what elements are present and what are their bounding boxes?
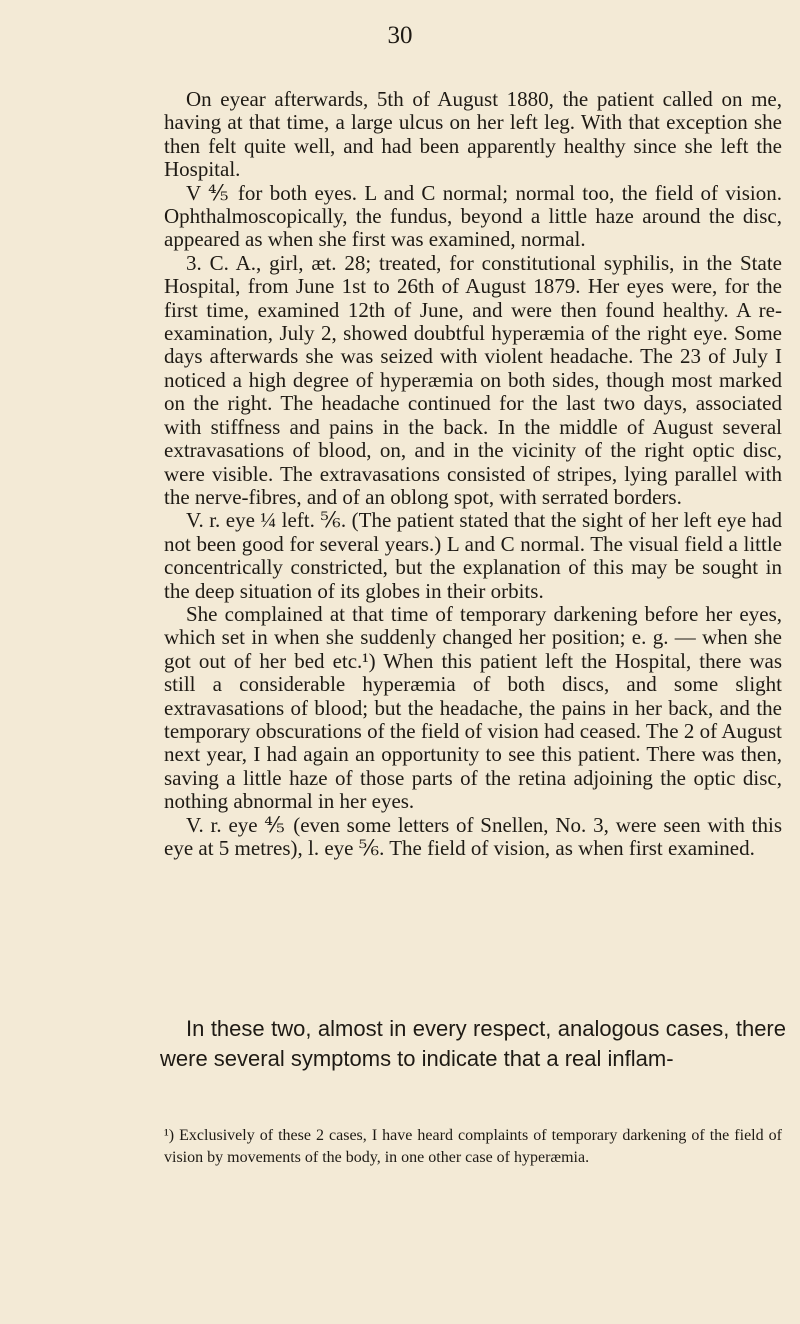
paragraph-case-3-final-vision: V. r. eye ⅘ (even some letters of Snellen, No. 3, were seen with this eye at 5 metres), l. eye ⅚. The field of vision, as when first examined. bbox=[164, 812, 782, 860]
page-number: 30 bbox=[387, 22, 413, 49]
paragraph-vision-result: V ⅘ for both eyes. L and C normal; normal too, the field of vision. Ophthalmoscopically, the fundus, beyond a little haze around the disc, appeared as when she first was examined, normal. bbox=[164, 180, 782, 252]
footnote bbox=[164, 1125, 782, 1169]
paragraph-case-3: 3. C. A., girl, æt. 28; treated, for constitutional syphilis, in the State Hospital, from June 1st to 26th of August 1879. Her eyes were, for the first time, examined 12th of June, and were then found healthy. A re-examination, July 2, showed doubtful hyperæmia of the right eye. Some days afterwards she was seized with violent headache. The 23 of July I noticed a high degree of hyperæmia on both sides, though most marked on the right. The headache continued for the last two days, associated with stiffness and pains in the back. In the middle of August several extravasations of blood, on, and in the vicinity of the right optic disc, were visible. The extravasations consisted of stripes, lying parallel with the nerve-fibres, and of an oblong spot, with serrated borders. bbox=[164, 250, 782, 509]
footnote-text: ¹) Exclusively of these 2 cases, I have heard complaints of temporary darkening of the field of vision by movements of the body, in one other case of hyperæmia. bbox=[164, 1127, 782, 1166]
body-text bbox=[164, 88, 782, 860]
closing-text bbox=[160, 1014, 786, 1074]
paragraph-conclusion: In these two, almost in every respect, analogous cases, there were several symptoms to indicate that a real inflam- bbox=[160, 1016, 786, 1071]
paragraph-case-3-vision: V. r. eye ¼ left. ⅚. (The patient stated that the sight of her left eye had not been good for several years.) L and C normal. The visual field a little concentrically constricted, but the explanation of this may be sought in the deep situation of its globes in their orbits. bbox=[164, 508, 782, 603]
paragraph-case-3-symptoms: She complained at that time of temporary darkening before her eyes, which set in when she suddenly changed her position; e. g. — when she got out of her bed etc.¹) When this patient left the Hospital, there was still a considerable hyperæmia of both discs, and some slight extravasations of blood; but the headache, the pains in her back, and the temporary obscurations of the field of vision had ceased. The 2 of August next year, I had again an opportunity to see this patient. There was then, saving a little haze of those parts of the retina adjoining the optic disc, nothing abnormal in her eyes. bbox=[164, 601, 782, 814]
paragraph-followup: On eyear afterwards, 5th of August 1880, the patient called on me, having at that time, a large ulcus on her left leg. With that exception she then felt quite well, and had been apparently healthy since she left the Hospital. bbox=[164, 87, 782, 182]
